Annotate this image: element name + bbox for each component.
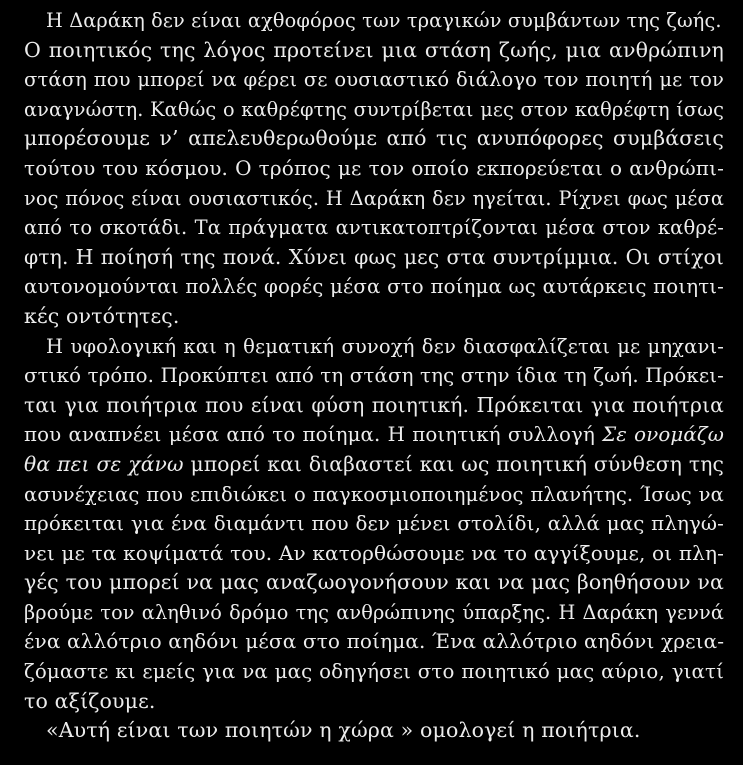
paragraph-start-line: Η υφολογική και η θεματική συνοχή δεν διασφαλίζεται με μηχανι-	[46, 334, 724, 358]
text-line: ένα αλλότριο αηδόνι μέσα στο ποίημα. Ένα αλλότριο αηδόνι χρεια-	[24, 629, 725, 654]
text-line: πρόκειται για ένα διαμάντι που δεν μένει στολίδι, αλλά μας πληγώ-	[24, 512, 724, 536]
text-line: στάση που μπορεί να φέρει σε ουσιαστικό διάλογο τον ποιητή με τον	[24, 68, 724, 92]
text-line: βρούμε τον αληθινό δρόμο της ανθρώπινης ύπαρξης. Η Δαράκη γεννά	[24, 600, 724, 624]
text-line: κές οντότητες.	[24, 303, 180, 328]
text-line: γές του μπορεί να μας αναζωογονήσουν και να μας βοηθήσουν να	[24, 570, 724, 595]
text-line: στικό τρόπο. Προκύπτει από τη στάση της στην ίδια τη ζωή. Πρόκει-	[24, 364, 724, 388]
text-line: Η Δαράκη δεν είναι αχθοφόρος των τραγικών συμβάντων της ζωής.	[46, 9, 722, 32]
text-line: το αξίζουμε.	[24, 688, 156, 713]
quote-line: «Αυτή είναι των ποιητών η χώρα » ομολογεί η ποιήτρια.	[46, 718, 641, 743]
text-line: ασυνέχειας που επιδιώκει ο παγκοσμιοποιημένος πλανήτης. Ίσως να	[24, 482, 724, 506]
text-line: νει με τα κοψίματά του. Αν κατορθώσουμε να το αγγίξουμε, οι πλη-	[24, 540, 724, 565]
text-line: Ο ποιητικός της λόγος προτείνει μια στάση ζωής, μια ανθρώπινη	[24, 37, 724, 62]
text-line: ζόμαστε κι εμείς για να μας οδηγήσει στο ποιητικό μας αύριο, γιατί	[24, 660, 724, 684]
text-line-with-title	[24, 450, 724, 480]
text-segment: που αναπνέει μέσα από το ποίημα. Η ποιητική συλλογή	[24, 423, 603, 447]
text-line: από το σκοτάδι. Τα πράγματα αντικατοπτρίζονται μέσα στον καθρέ-	[24, 216, 724, 240]
text-line: νος πόνος είναι ουσιαστικός. Η Δαράκη δεν ηγείται. Ρίχνει φως μέσα	[24, 186, 724, 210]
text-line: ται για ποιήτρια που είναι φύση ποιητική. Πρόκειται για ποιήτρια	[24, 392, 724, 417]
text-line: μπορέσουμε ν’ απελευθερωθούμε από τις ανυπόφορες συμβάσεις	[24, 126, 724, 151]
text-line-with-title	[24, 420, 724, 450]
book-title-italic: θα πει σε χάνω	[24, 451, 184, 476]
text-line: τούτου του κόσμου. Ο τρόπος με τον οποίο εκπορεύεται ο ανθρώπι-	[24, 155, 724, 180]
text-line: φτη. Η ποίησή της πονά. Χύνει φως μες στα συντρίμμια. Οι στίχοι	[24, 244, 724, 269]
text-segment: μπορεί και διαβαστεί και ως ποιητική σύνθεση της	[190, 451, 724, 476]
text-line: αυτονομούνται πολλές φορές μέσα στο ποίημα ως αυτάρκεις ποιητι-	[24, 275, 724, 299]
text-line: αναγνώστη. Καθώς ο καθρέφτης συντρίβεται μες στον καθρέφτη ίσως	[24, 97, 724, 121]
text-body	[24, 6, 724, 746]
book-title-italic: Σε ονομάζω	[602, 423, 724, 447]
